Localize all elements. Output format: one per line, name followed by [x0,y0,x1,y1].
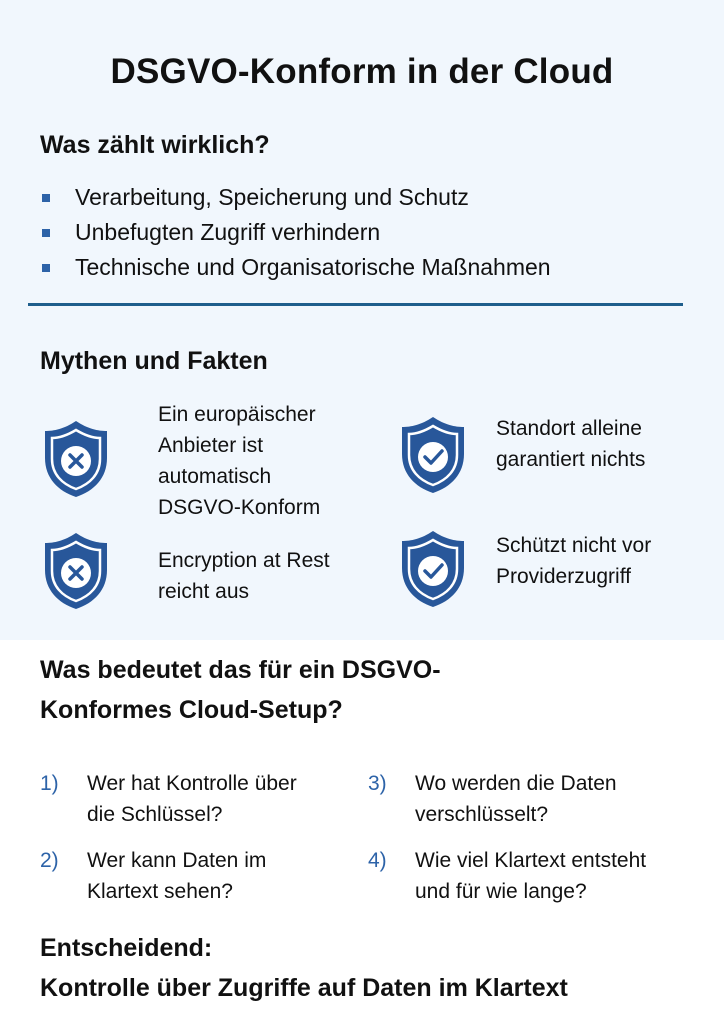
list-item: 1) Wer hat Kontrolle über die Schlüssel? [40,772,297,826]
shield-check-icon [398,528,468,610]
list-item: Unbefugten Zugriff verhindern [40,215,551,250]
shield-x-icon [41,418,111,500]
fact-text-location: Standort alleine garantiert nichts [496,417,646,471]
page-title: DSGVO-Konform in der Cloud [110,52,614,91]
shield-x-icon [41,530,111,612]
bullet-square-icon [42,194,50,202]
section-divider [28,303,683,306]
key-points-list [40,180,551,285]
section-heading-myths: Mythen und Fakten [40,347,268,375]
questions-list-right [368,768,708,922]
section-heading-what-counts: Was zählt wirklich? [40,131,270,159]
list-item: 2) Wer kann Daten im Klartext sehen? [40,849,267,903]
conclusion: Entscheidend: Kontrolle über Zugriffe auf Daten im Klartext [40,934,568,1002]
questions-list-left [40,768,360,922]
list-item: Technische und Organisatorische Maßnahmen [40,250,551,285]
list-item: 3) Wo werden die Daten verschlüsselt? [368,772,617,826]
list-item: Verarbeitung, Speicherung und Schutz [40,180,551,215]
list-item: 4) Wie viel Klartext entsteht und für wie lange? [368,849,647,903]
myth-text-european-provider: Ein europäischer Anbieter ist automatisch DSGVO-Konform [158,403,321,519]
bullet-square-icon [42,229,50,237]
section-heading-meaning: Was bedeutet das für ein DSGVO- Konformes Cloud-Setup? [40,656,441,724]
fact-text-provider-access: Schützt nicht vor Providerzugriff [496,534,652,588]
shield-check-icon [398,414,468,496]
bullet-square-icon [42,264,50,272]
myth-text-encryption-at-rest: Encryption at Rest reicht aus [158,549,330,603]
